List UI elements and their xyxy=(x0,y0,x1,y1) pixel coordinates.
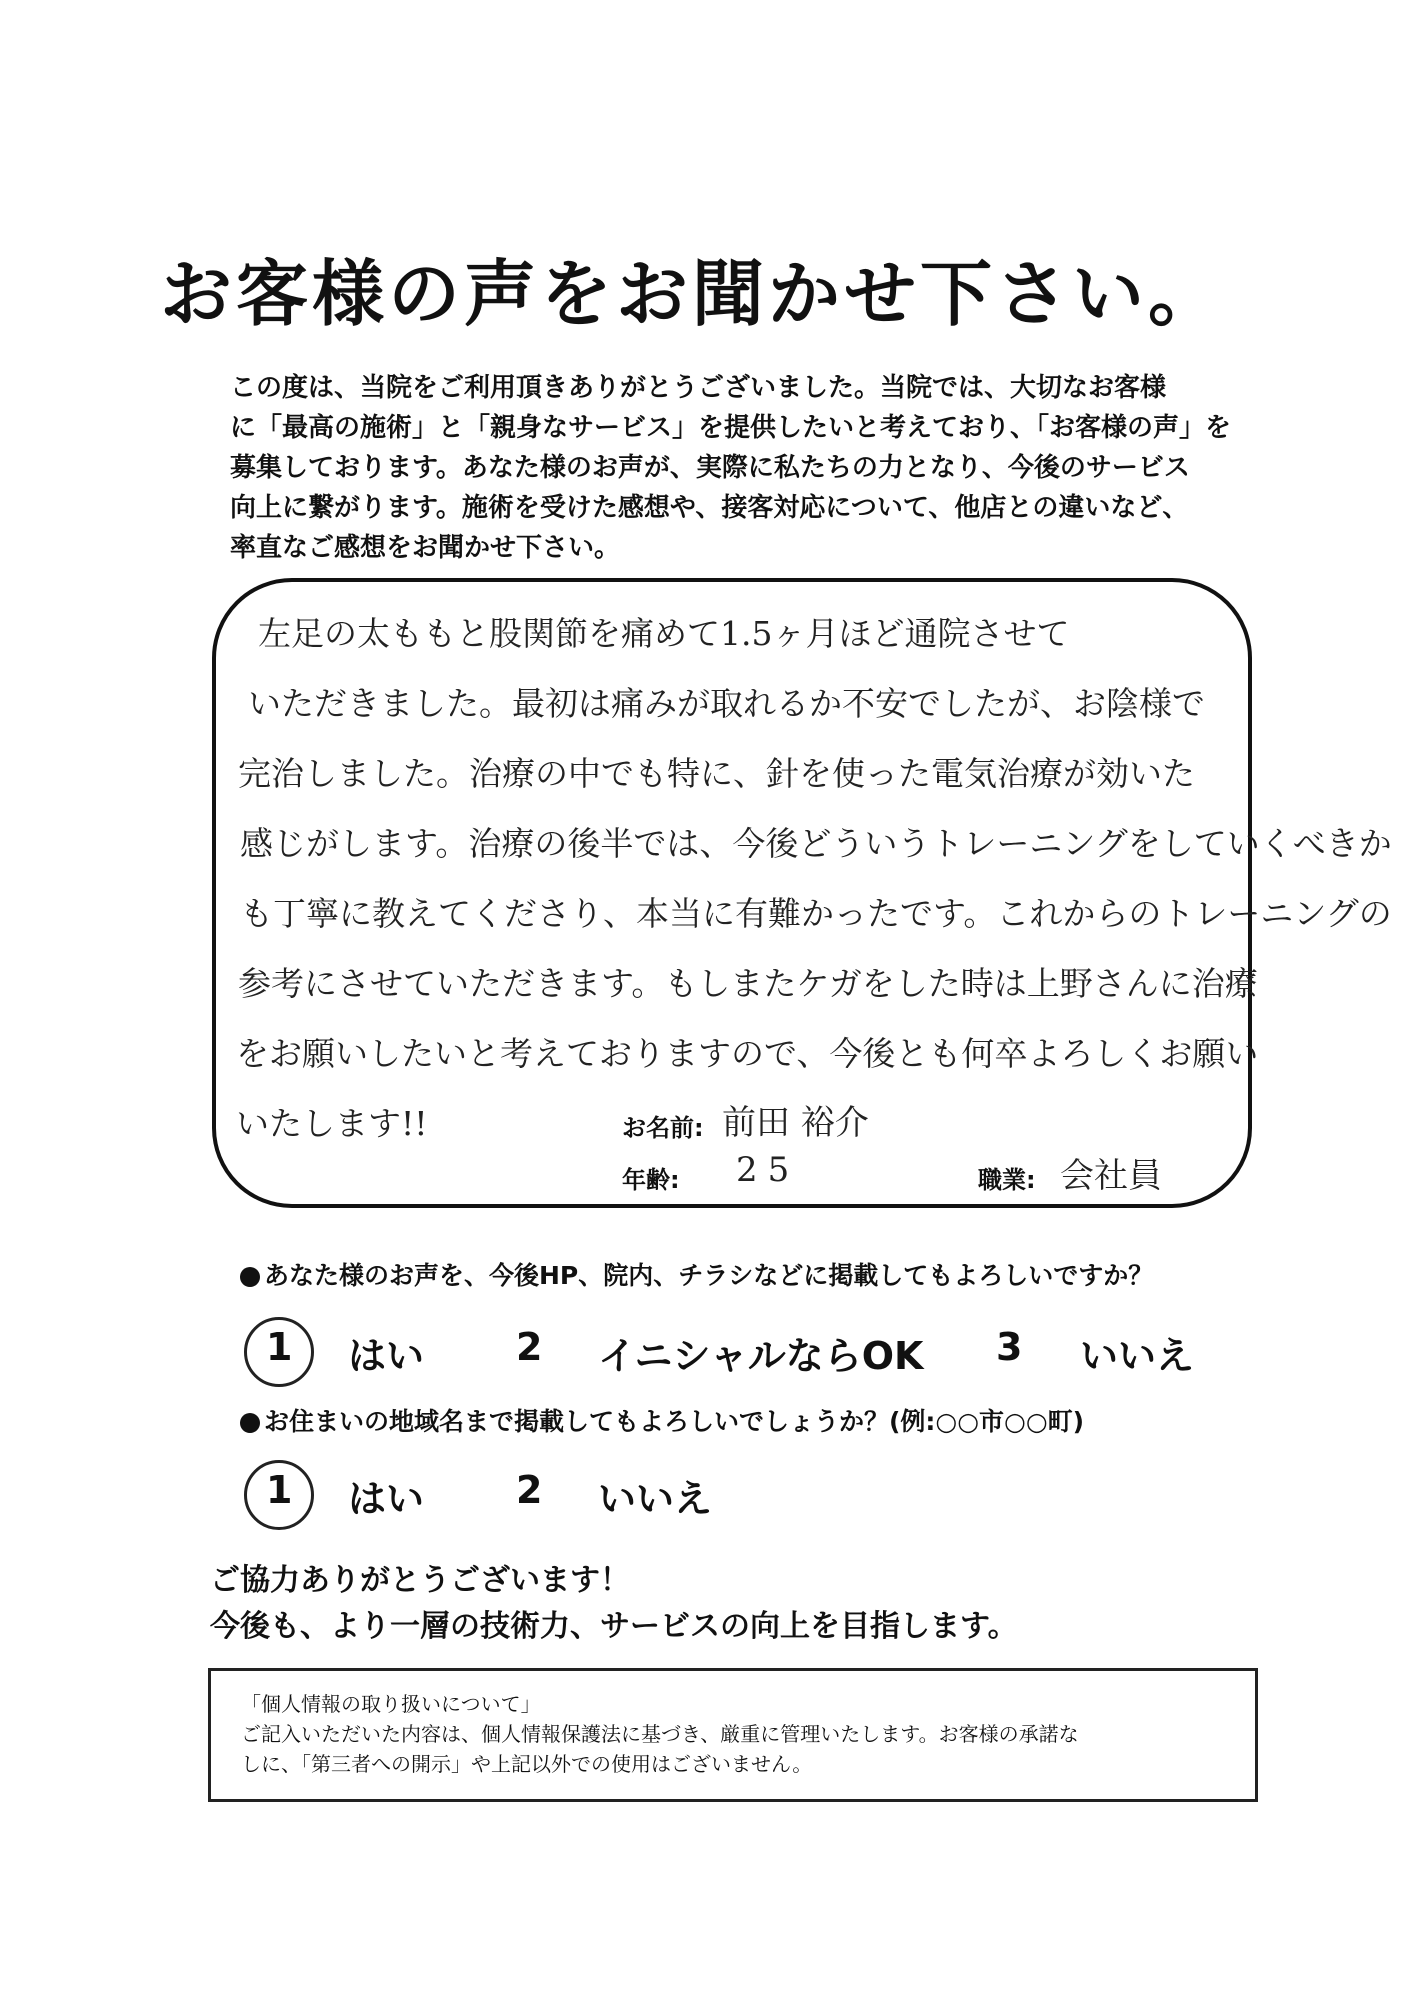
privacy-line: しに、「第三者への開示」や上記以外での使用はございません。 xyxy=(241,1752,813,1776)
question-text: あなた様のお声を、今後HP、院内、チラシなどに掲載してもよろしいですか？ xyxy=(264,1261,1154,1290)
testimonial-line: も丁寧に教えてくださり、本当に有難かったです。これからのトレーニングの xyxy=(240,894,1392,933)
job-label: 職業: xyxy=(978,1166,1036,1194)
intro-line: 率直なご感想をお聞かせ下さい。 xyxy=(230,533,621,563)
thanks-line: 今後も、より一層の技術力、サービスの向上を目指します。 xyxy=(210,1609,1018,1644)
age-value: 25 xyxy=(736,1150,800,1190)
testimonial-text xyxy=(236,608,1392,1143)
privacy-notice xyxy=(208,1668,1258,1802)
intro-line: この度は、当院をご利用頂きありがとうございました。当院では、大切なお客様 xyxy=(230,373,1167,403)
q2-option-2-label[interactable]: いいえ xyxy=(598,1477,713,1521)
q2-option-1-label[interactable]: はい xyxy=(348,1477,425,1521)
testimonial-line: いたします!! xyxy=(236,1104,428,1143)
age-label: 年齢: xyxy=(622,1166,680,1194)
intro-line: 向上に繋がります。施術を受けた感想や、接客対応について、他店との違いなど、 xyxy=(230,493,1189,523)
q1-option-1-number[interactable]: 1 xyxy=(266,1325,293,1369)
q1-option-1-label[interactable]: はい xyxy=(348,1334,425,1378)
thanks-line: ご協力ありがとうございます！ xyxy=(210,1563,630,1598)
privacy-line: ご記入いただいた内容は、個人情報保護法に基づき、厳重に管理いたします。お客様の承諾な xyxy=(241,1722,1079,1746)
bullet-icon xyxy=(240,1413,260,1433)
q1-option-2-number[interactable]: 2 xyxy=(516,1325,543,1369)
intro-line: 募集しております。あなた様のお声が、実際に私たちの力となり、今後のサービス xyxy=(230,453,1190,483)
job-value: 会社員 xyxy=(1060,1156,1162,1196)
testimonial-line: いただきました。最初は痛みが取れるか不安でしたが、お陰様で xyxy=(248,684,1205,723)
page-title: お客様の声をお聞かせ下さい。 xyxy=(160,252,1225,336)
testimonial-line: 感じがします。治療の後半では、今後どういうトレーニングをしていくべきか xyxy=(240,824,1392,863)
question-region xyxy=(240,1402,1084,1438)
testimonial-line: 左足の太ももと股関節を痛めて1.5ヶ月ほど通院させて xyxy=(258,614,1070,653)
privacy-heading: 「個人情報の取り扱いについて」 xyxy=(241,1692,541,1716)
intro-paragraph xyxy=(230,368,1240,568)
bullet-icon xyxy=(240,1267,260,1287)
thanks-message xyxy=(210,1558,1018,1650)
q2-option-1-number[interactable]: 1 xyxy=(266,1468,293,1512)
intro-line: に「最高の施術」と「親身なサービス」を提供したいと考えており、「お客様の声」を xyxy=(230,413,1232,443)
name-label: お名前: xyxy=(622,1114,704,1142)
testimonial-line: 参考にさせていただきます。もしまたケガをした時は上野さんに治療 xyxy=(238,964,1258,1003)
q1-option-3-label[interactable]: いいえ xyxy=(1080,1334,1195,1378)
q1-option-3-number[interactable]: 3 xyxy=(996,1325,1023,1369)
q1-option-2-label[interactable]: イニシャルならOK xyxy=(598,1334,924,1378)
q2-option-2-number[interactable]: 2 xyxy=(516,1468,543,1512)
testimonial-line: 完治しました。治療の中でも特に、針を使った電気治療が効いた xyxy=(238,754,1195,793)
question-publish xyxy=(240,1256,1153,1292)
name-value: 前田 裕介 xyxy=(722,1103,869,1143)
question-text: お住まいの地域名まで掲載してもよろしいでしょうか？(例:○○市○○町) xyxy=(264,1407,1085,1436)
testimonial-line: をお願いしたいと考えておりますので、今後とも何卒よろしくお願い xyxy=(236,1034,1259,1073)
